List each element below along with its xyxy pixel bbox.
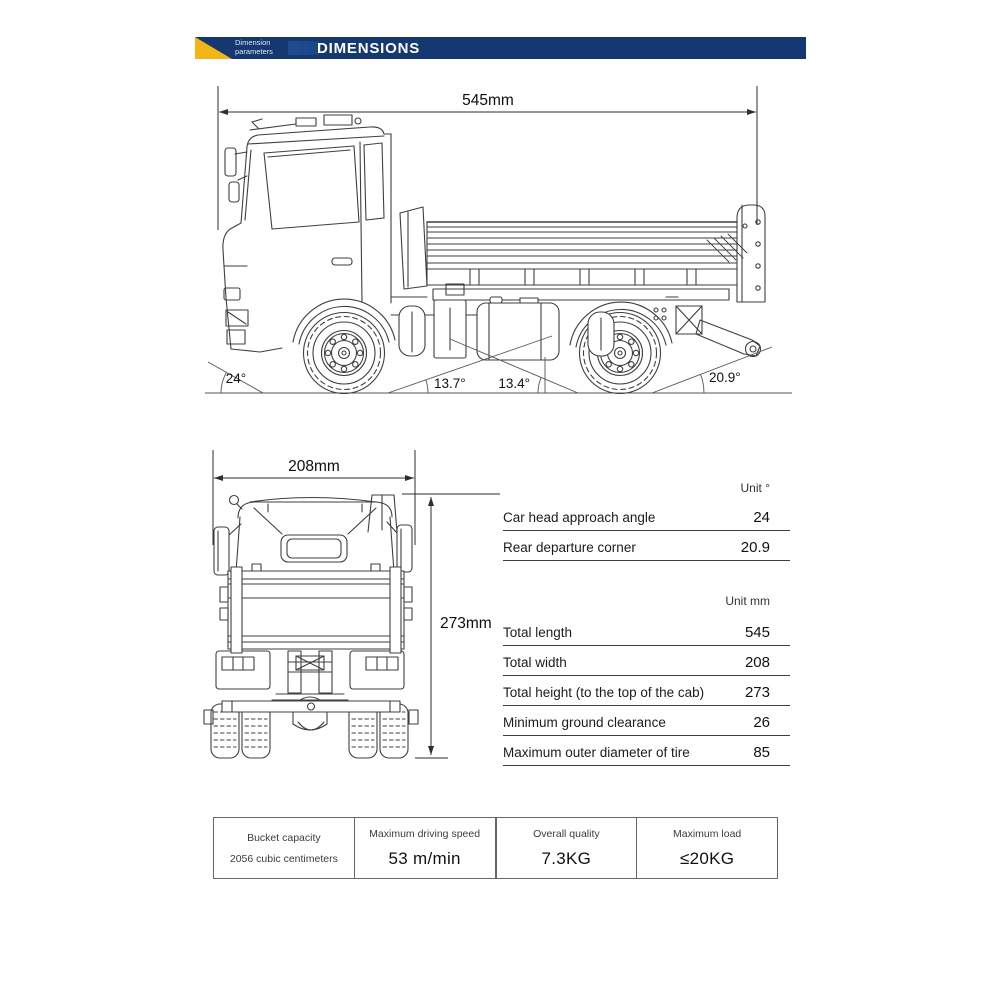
table-row	[503, 616, 790, 646]
fuel-tank-and-boxes	[399, 297, 614, 360]
header-tagline	[235, 39, 273, 56]
rear-breakover-angle-label: 13.4°	[498, 376, 530, 391]
spec-label: Overall quality	[533, 827, 600, 840]
departure-angle-label: 20.9°	[709, 370, 741, 385]
page-title: DIMENSIONS	[317, 40, 421, 57]
truck-side-view-drawing	[195, 78, 810, 408]
rear-undercarriage	[204, 651, 418, 730]
spec-label: Maximum driving speed	[369, 827, 481, 840]
table-row	[503, 706, 790, 736]
front-breakover-angle-label: 13.7°	[434, 376, 466, 391]
row-label: Minimum ground clearance	[503, 715, 666, 730]
cab	[223, 115, 395, 352]
width-dimension-label: 208mm	[288, 458, 340, 475]
header-banner	[195, 37, 806, 59]
dump-bed	[400, 205, 765, 302]
header-tagline-line1: Dimension	[235, 38, 271, 47]
table-row	[503, 646, 790, 676]
row-label: Total length	[503, 625, 573, 640]
length-dimension	[218, 86, 757, 230]
table-row	[503, 501, 790, 531]
angle-table	[503, 481, 790, 561]
height-dimension	[402, 494, 500, 758]
row-value: 208	[744, 654, 770, 671]
spec-summary-table	[213, 817, 778, 879]
spec-cell-max-load	[636, 818, 777, 878]
row-value: 85	[753, 744, 770, 761]
row-value: 545	[744, 624, 770, 641]
front-wheel	[304, 313, 385, 394]
dimension-table-unit: Unit mm	[725, 594, 770, 608]
spec-value: ≤20KG	[679, 848, 735, 868]
spec-value: 2056 cubic centimeters	[229, 852, 338, 865]
spec-label: Bucket capacity	[247, 831, 321, 844]
dimension-table	[503, 594, 790, 766]
spec-cell-bucket-capacity	[214, 818, 354, 878]
truck-rear-view-drawing	[195, 440, 515, 770]
spec-cell-overall-quality	[495, 818, 637, 878]
row-label: Total height (to the top of the cab)	[503, 685, 705, 700]
table-row	[503, 676, 790, 706]
cargo-box-rear	[220, 564, 412, 653]
table-row	[503, 736, 790, 766]
row-label: Maximum outer diameter of tire	[503, 745, 690, 760]
header-tagline-line2: parameters	[235, 46, 273, 56]
row-value: 24	[753, 509, 770, 526]
approach-angle-label: 24°	[225, 371, 247, 386]
spec-value: 7.3KG	[541, 848, 592, 868]
spec-cell-max-speed	[354, 818, 495, 878]
angle-table-unit: Unit °	[740, 481, 770, 495]
row-value: 20.9	[740, 539, 770, 556]
tow-hitch	[654, 306, 761, 357]
row-label: Car head approach angle	[503, 510, 656, 525]
row-label: Rear departure corner	[503, 540, 636, 555]
spec-label: Maximum load	[672, 827, 742, 840]
height-dimension-label: 273mm	[440, 615, 492, 632]
table-row	[503, 531, 790, 561]
length-dimension-label: 545mm	[462, 92, 514, 109]
cab-rear	[214, 495, 412, 575]
decorative-square-icon	[299, 41, 319, 55]
row-label: Total width	[503, 655, 567, 670]
row-value: 26	[753, 714, 770, 731]
yellow-corner-triangle	[195, 37, 232, 59]
row-value: 273	[744, 684, 770, 701]
spec-value: 53 m/min	[388, 848, 461, 868]
